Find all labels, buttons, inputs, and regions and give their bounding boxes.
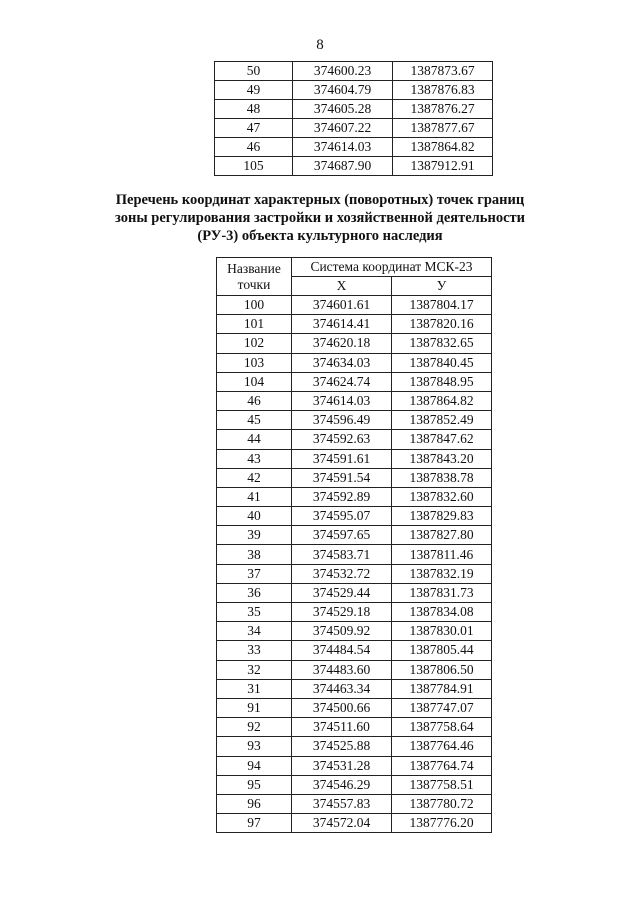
header-point-name: Название точки [217,258,292,296]
cell-point: 33 [217,641,292,660]
table-row [217,449,492,468]
cell-x: 374484.54 [292,641,392,660]
cell-point: 102 [217,334,292,353]
cell-x: 374463.34 [292,679,392,698]
cell-y: 1387832.60 [392,487,492,506]
cell-point: 91 [217,698,292,717]
cell-y: 1387852.49 [392,411,492,430]
table-row [215,100,493,119]
cell-point: 32 [217,660,292,679]
cell-x: 374572.04 [292,814,392,833]
cell-point: 92 [217,718,292,737]
cell-point: 45 [217,411,292,430]
cell-y: 1387840.45 [392,353,492,372]
table-row [217,622,492,641]
table-row [217,583,492,602]
cell-y: 1387877.67 [393,119,493,138]
cell-point: 104 [217,372,292,391]
cell-y: 1387829.83 [392,507,492,526]
cell-y: 1387764.46 [392,737,492,756]
table-row [215,119,493,138]
cell-x: 374557.83 [292,794,392,813]
table-row [215,81,493,100]
cell-x: 374529.18 [292,603,392,622]
table-row [215,62,493,81]
cell-y: 1387830.01 [392,622,492,641]
table-row [217,334,492,353]
table-row [217,718,492,737]
cell-point: 39 [217,526,292,545]
cell-y: 1387758.64 [392,718,492,737]
cell-y: 1387838.78 [392,468,492,487]
cell-point: 46 [215,138,293,157]
table-row [217,411,492,430]
cell-x: 374601.61 [292,296,392,315]
table-row [215,138,493,157]
table-row [217,545,492,564]
cell-x: 374596.49 [292,411,392,430]
cell-y: 1387831.73 [392,583,492,602]
cell-x: 374591.61 [292,449,392,468]
cell-y: 1387843.20 [392,449,492,468]
cell-y: 1387827.80 [392,526,492,545]
cell-point: 97 [217,814,292,833]
table-row [217,756,492,775]
cell-x: 374483.60 [292,660,392,679]
cell-point: 50 [215,62,293,81]
table-row [217,814,492,833]
cell-y: 1387847.62 [392,430,492,449]
cell-x: 374583.71 [292,545,392,564]
table-row [217,603,492,622]
cell-point: 101 [217,315,292,334]
cell-y: 1387832.65 [392,334,492,353]
cell-x: 374620.18 [292,334,392,353]
cell-x: 374614.03 [293,138,393,157]
cell-point: 43 [217,449,292,468]
table-row [217,353,492,372]
cell-y: 1387876.83 [393,81,493,100]
cell-point: 38 [217,545,292,564]
cell-x: 374531.28 [292,756,392,775]
table-row [215,157,493,176]
main-coordinates-table [216,257,492,833]
cell-y: 1387811.46 [392,545,492,564]
page-number: 8 [316,37,324,53]
cell-y: 1387784.91 [392,679,492,698]
cell-x: 374634.03 [292,353,392,372]
cell-point: 47 [215,119,293,138]
cell-y: 1387912.91 [393,157,493,176]
cell-y: 1387764.74 [392,756,492,775]
cell-y: 1387806.50 [392,660,492,679]
cell-x: 374511.60 [292,718,392,737]
cell-x: 374592.89 [292,487,392,506]
cell-point: 94 [217,756,292,775]
table-row [217,296,492,315]
cell-y: 1387780.72 [392,794,492,813]
table-row [217,487,492,506]
cell-y: 1387848.95 [392,372,492,391]
table-row [217,775,492,794]
table-row [217,660,492,679]
top-coordinates-table [214,61,493,176]
cell-point: 34 [217,622,292,641]
cell-x: 374605.28 [293,100,393,119]
cell-point: 36 [217,583,292,602]
top-table-body [215,62,493,176]
cell-x: 374546.29 [292,775,392,794]
cell-y: 1387805.44 [392,641,492,660]
table-row [217,315,492,334]
table-row [217,698,492,717]
table-row [217,737,492,756]
cell-point: 95 [217,775,292,794]
cell-point: 93 [217,737,292,756]
cell-point: 40 [217,507,292,526]
cell-y: 1387834.08 [392,603,492,622]
table-row [217,564,492,583]
cell-y: 1387864.82 [392,391,492,410]
cell-x: 374624.74 [292,372,392,391]
cell-x: 374600.23 [293,62,393,81]
main-table-body [217,296,492,833]
cell-x: 374500.66 [292,698,392,717]
cell-point: 42 [217,468,292,487]
cell-point: 48 [215,100,293,119]
table-row [217,468,492,487]
cell-point: 100 [217,296,292,315]
cell-point: 41 [217,487,292,506]
cell-y: 1387776.20 [392,814,492,833]
cell-y: 1387876.27 [393,100,493,119]
header-y: У [392,277,492,296]
cell-point: 31 [217,679,292,698]
header-coordinate-system: Система координат МСК-23 [292,258,492,277]
cell-point: 35 [217,603,292,622]
cell-y: 1387758.51 [392,775,492,794]
table-row [217,391,492,410]
cell-y: 1387820.16 [392,315,492,334]
header-x: X [292,277,392,296]
cell-x: 374592.63 [292,430,392,449]
table-row [217,526,492,545]
cell-x: 374614.41 [292,315,392,334]
cell-point: 105 [215,157,293,176]
cell-x: 374604.79 [293,81,393,100]
table-row [217,641,492,660]
cell-x: 374591.54 [292,468,392,487]
cell-x: 374509.92 [292,622,392,641]
cell-y: 1387873.67 [393,62,493,81]
table-row [217,372,492,391]
cell-point: 96 [217,794,292,813]
cell-point: 103 [217,353,292,372]
cell-x: 374607.22 [293,119,393,138]
cell-x: 374595.07 [292,507,392,526]
cell-y: 1387747.07 [392,698,492,717]
cell-point: 44 [217,430,292,449]
cell-y: 1387864.82 [393,138,493,157]
cell-y: 1387832.19 [392,564,492,583]
cell-x: 374614.03 [292,391,392,410]
cell-x: 374525.88 [292,737,392,756]
table-row [217,679,492,698]
cell-x: 374529.44 [292,583,392,602]
table-row [217,430,492,449]
cell-point: 37 [217,564,292,583]
table-row [217,507,492,526]
table-row [217,794,492,813]
cell-y: 1387804.17 [392,296,492,315]
section-heading: Перечень координат характерных (поворотных) точек границ зоны регулирования застройки и хозяйственной деятельности (РУ-3) объекта культурного наследия [115,192,525,244]
cell-point: 46 [217,391,292,410]
cell-x: 374687.90 [293,157,393,176]
cell-x: 374532.72 [292,564,392,583]
cell-point: 49 [215,81,293,100]
cell-x: 374597.65 [292,526,392,545]
